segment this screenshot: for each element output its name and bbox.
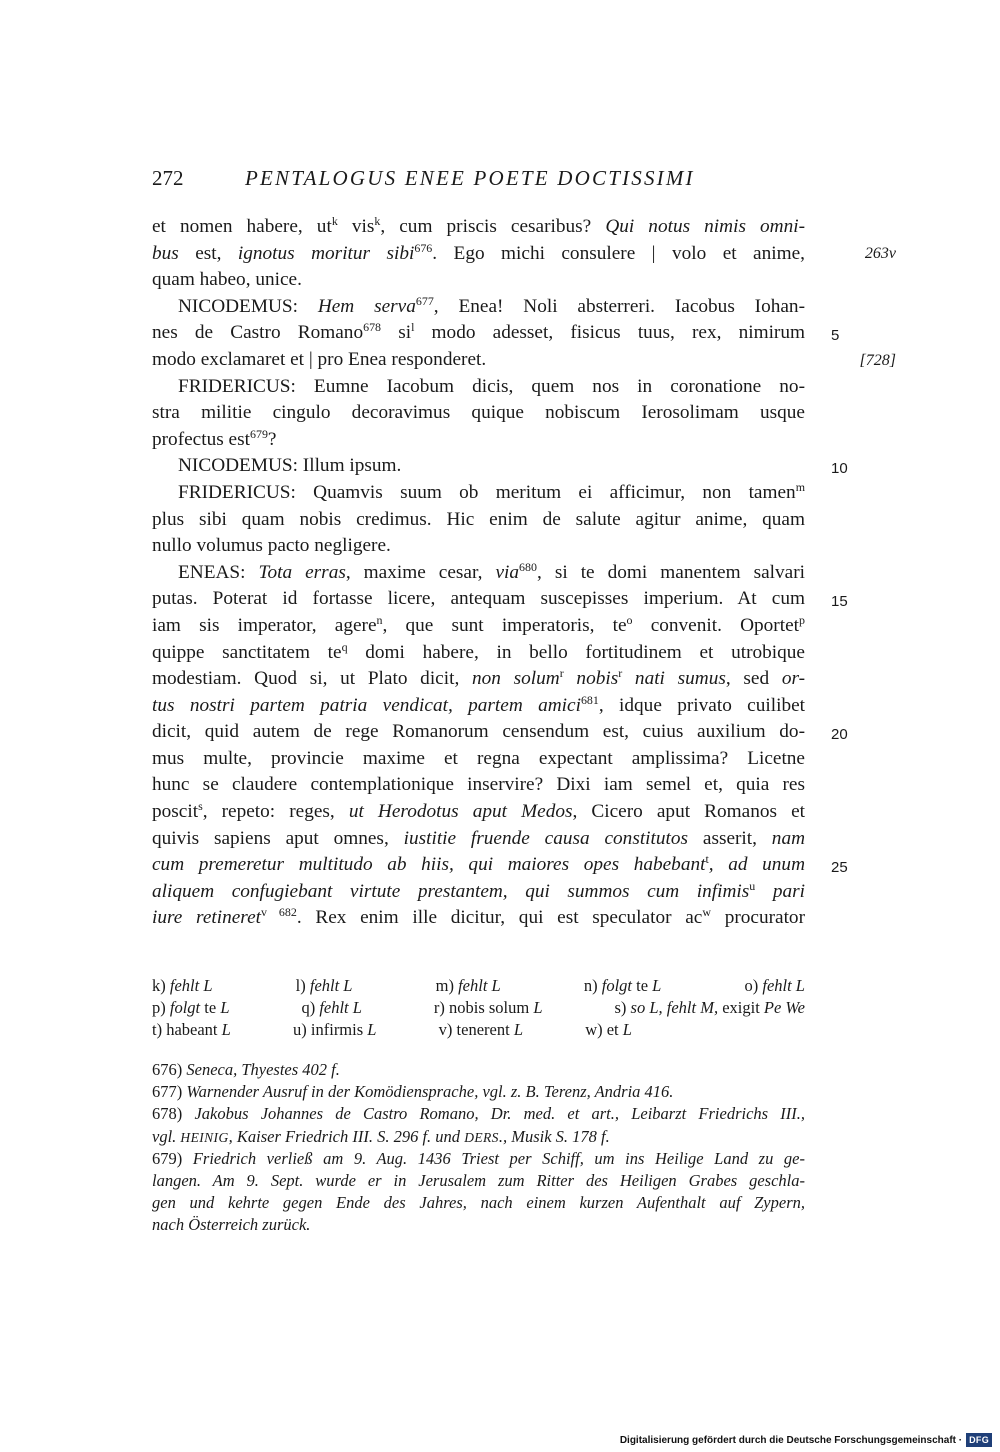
text-line: modo exclamaret et | pro Enea responderet.	[152, 348, 487, 370]
apparatus-entry: v) tenerent L	[438, 1020, 523, 1039]
footnote-line: 677) Warnender Ausruf in der Komödiensprache, vgl. z. B. Terenz, Andria 416.	[152, 1082, 674, 1102]
apparatus-entry: s) so L, fehlt M, exigit Pe We	[614, 998, 805, 1017]
apparatus-entry: p) folgt te L	[152, 998, 230, 1017]
apparatus-entry: w) et L	[585, 1020, 632, 1039]
text-line: NICODEMUS: Illum ipsum.	[178, 455, 402, 477]
text-line: putas. Poterat id fortasse licere, antequam suscepisses imperium. At cum	[152, 588, 805, 610]
line-number: 10	[831, 460, 848, 477]
running-title: PENTALOGUS ENEE POETE DOCTISSIMI	[245, 166, 695, 190]
folio-mark: [728]	[859, 352, 896, 369]
text-line: poscit$^s$, repeto: reges, ut Herodotus aput Medos, Cicero aput Romanos et	[152, 799, 805, 823]
text-line: NICODEMUS: Hem serva$^{677}$, Enea! Noli absterreri. Iacobus Iohan-	[178, 293, 805, 317]
dfg-logo: DFG	[966, 1433, 992, 1447]
apparatus-row	[152, 1019, 632, 1041]
text-line: mus multe, provincie maxime et regna expectant amplissima? Licetne	[152, 747, 805, 769]
text-line: aliquem confugiebant virtute prestantem, qui summos cum infimis$^u$ pari	[152, 878, 805, 902]
line-number: 15	[831, 593, 848, 610]
text-line: nes de Castro Romano$^{678}$ $si^l$ modo adesset, fisicus tuus, rex, nimirum	[152, 320, 805, 344]
text-line: FRIDERICUS: Eumne Iacobum dicis, quem nos in coronatione no-	[178, 375, 805, 397]
apparatus-entry: r) nobis solum L	[433, 998, 543, 1017]
apparatus-entry: k) fehlt L	[152, 976, 213, 995]
footnote-line: langen. Am 9. Sept. wurde er in Jerusalem zum Ritter des Heiligen Grabes geschla-	[152, 1170, 805, 1190]
text-line: stra militie cingulo decoravimus quique nobiscum Ierosolimam usque	[152, 402, 805, 424]
text-line: iam sis imperator, agere$^n$, que sunt imperatoris, $te^o$ convenit. Oportet$^p$	[152, 612, 805, 636]
text-line: ENEAS: Tota erras, maxime cesar, via$^{680}$, si te domi manentem salvari	[178, 559, 806, 583]
apparatus-entry: l) fehlt L	[295, 976, 353, 995]
text-line: quippe sanctitatem $te^q$ domi habere, in bello fortitudinem et utrobique	[152, 639, 805, 663]
page-number: 272	[152, 166, 184, 190]
text-line: hunc se claudere contemplationique inservire? Dixi iam semel et, quia res	[152, 774, 805, 796]
apparatus-entry: m) fehlt L	[435, 976, 501, 995]
text-line: dicit, quid autem de rege Romanorum censendum est, cuius auxilium do-	[152, 721, 805, 743]
text-line: tus nostri partem patria vendicat, partem amici$^{681}$, idque privato cuilibet	[152, 692, 806, 716]
text-line: profectus est$^{679}$?	[152, 426, 277, 450]
footnotes	[152, 1059, 805, 1237]
apparatus-entry: n) folgt te L	[583, 976, 662, 995]
text-line: plus sibi quam nobis credimus. Hic enim de salute agitur anime, quam	[152, 508, 805, 530]
apparatus-entry: o) fehlt L	[744, 976, 805, 995]
line-number: 20	[831, 726, 848, 743]
text-line: et nomen habere, $ut^k$ vis$^k$, cum priscis cesaribus? Qui notus nimis omni-	[152, 214, 805, 237]
funding-credit-text: Digitalisierung gefördert durch die Deutsche Forschungsgemeinschaft ·	[619, 1434, 963, 1446]
text-line: cum premeretur multitudo ab hiis, qui maiores opes habebant$^t$, ad unum	[152, 852, 805, 876]
folio-mark: 263v	[864, 245, 896, 262]
footnote-line: 676) Seneca, Thyestes 402 f.	[152, 1060, 340, 1079]
text-line: quivis sapiens aput omnes, iustitie fruende causa constitutos asserit, nam	[152, 827, 806, 849]
text-line: FRIDERICUS: Quamvis suum ob meritum ei afficimur, non tamen$^m$	[178, 479, 805, 503]
funding-credit	[620, 1433, 992, 1447]
footnote-line: vgl. HEINIG, Kaiser Friedrich III. S. 296 f. und DERS., Musik S. 178 f.	[152, 1126, 610, 1146]
critical-apparatus	[152, 975, 805, 1041]
line-number: 5	[831, 327, 840, 344]
text-line: iure retineret$^{v 682}$. Rex enim ille dicitur, qui est speculator $ac^w$ procurator	[152, 905, 805, 929]
footnote-line: 678) Jakobus Johannes de Castro Romano, Dr. med. et art., Leibarzt Friedrichs III.,	[152, 1104, 805, 1124]
text-line: modestiam. Quod si, ut Plato dicit, non solum$^r$ nobis$^r$ nati sumus, sed or-	[152, 666, 806, 690]
footnote-line: gen und kehrte gegen Ende des Jahres, nach einem kurzen Aufenthalt auf Zypern,	[152, 1193, 805, 1213]
main-text	[152, 214, 805, 932]
text-line: bus est, ignotus moritur sibi$^{676}$. Ego michi consulere | volo et anime,	[152, 240, 805, 264]
text-line: quam habeo, unice.	[152, 269, 302, 291]
text-line: nullo volumus pacto negligere.	[152, 535, 391, 557]
apparatus-row	[152, 997, 805, 1019]
apparatus-entry: u) infirmis L	[293, 1020, 377, 1039]
footnote-line: nach Österreich zurück.	[152, 1215, 311, 1235]
line-number: 25	[831, 859, 848, 876]
apparatus-entry: q) fehlt L	[301, 998, 362, 1017]
apparatus-row	[152, 975, 805, 997]
footnote-line: 679) Friedrich verließ am 9. Aug. 1436 Triest per Schiff, um ins Heilige Land zu ge-	[152, 1148, 805, 1168]
apparatus-entry: t) habeant L	[152, 1020, 231, 1039]
